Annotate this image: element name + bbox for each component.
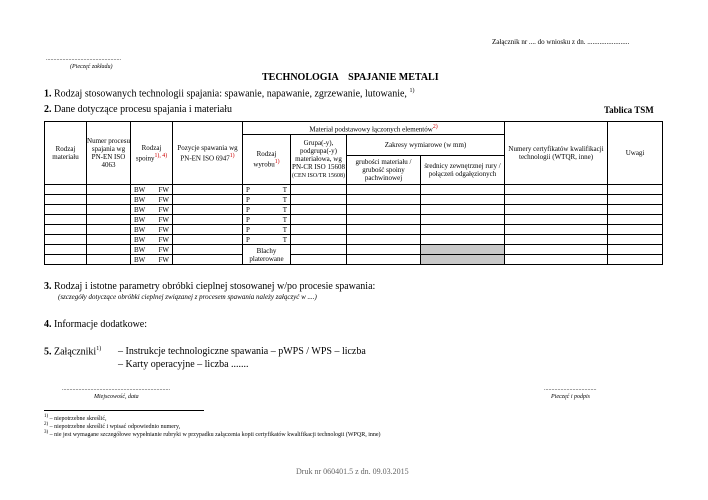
section-3: 3. Rodzaj i istotne parametry obróbki cieplnej stosowanej w/po procesie spawania:	[44, 281, 376, 292]
table-row: BW FW P T	[45, 205, 663, 215]
table-row: BW FW P T	[45, 215, 663, 225]
section-1-sup: 1)	[409, 88, 415, 94]
col-thickness-header: grubości materiału / grubość spoiny pachwinowej	[347, 156, 421, 185]
place-date-label: Miejscowość, data	[94, 394, 139, 400]
stamp-label: (Pieczęć zakładu)	[70, 64, 113, 70]
base-material-group-header: Materiał podstawowy łączonych elementów$^{2)}$	[243, 122, 505, 135]
section-2	[44, 104, 232, 115]
col-group-header: Grupa(-y), podgrupa(-y) materiałowa, wg PN-CR ISO 15608 (CEN ISO/TR 15608)	[291, 135, 347, 185]
footnote-divider	[44, 410, 204, 411]
col-diameter-header: średnicy zewnętrznej rury / połączeń odgałęzionych	[421, 156, 505, 185]
page-title: TECHNOLOGIA SPAJANIE METALI	[262, 72, 439, 83]
footnote-2: $^{2)}$ – niepotrzebne skreślić i wpisać odpowiednio numery,	[44, 422, 181, 430]
table-row: BW FW P T	[45, 185, 663, 195]
col-material-header: Rodzaj materiału	[45, 122, 87, 185]
section-3-note: (szczegóły dotyczące obróbki cieplnej związanej z procesem spawania należy załączyć w ....)	[58, 293, 317, 301]
footnote-3: $^{3)}$ – nie jest wymagane szczegółowe wypełnianie rubryki w przypadku załączenia kopii certyfikatów kwalifikacji technologii (WPQR, inne)	[44, 430, 381, 438]
tsm-table	[44, 121, 663, 265]
table-label: Tablica TSM	[604, 105, 654, 115]
table-row: BW FW P T	[45, 195, 663, 205]
disabled-cell	[421, 255, 505, 265]
table-row: BW FW	[45, 255, 663, 265]
signature-label: Pieczęć i podpis	[551, 394, 590, 400]
ranges-group-header: Zakresy wymiarowe (w mm)	[347, 135, 505, 156]
place-date-dots: ........................................................................	[62, 386, 170, 392]
attachments-line-1: – Instrukcje technologiczne spawania – pWPS / WPS – liczba	[118, 346, 366, 357]
section-5: 5. Załączniki$^{1)}$	[44, 346, 102, 358]
attachment-note: Załącznik nr .... do wniosku z dn. ........................	[492, 38, 630, 46]
stamp-dots: ..................................................	[46, 56, 121, 62]
section-2-number: 2.	[44, 104, 52, 115]
attachments-line-2: – Karty operacyjne – liczba .......	[118, 359, 249, 370]
section-1	[44, 88, 414, 99]
col-joint-header: Rodzaj spoiny$^{1), 4)}$	[131, 122, 173, 185]
section-1-number: 1.	[44, 88, 52, 100]
table-row: BW FW P T	[45, 225, 663, 235]
col-product-header: Rodzaj wyrobu$^{1)}$	[243, 135, 291, 185]
signature-dots: ...................................	[544, 386, 597, 392]
col-process-header: Numer procesu spajania wg PN-EN ISO 4063	[87, 122, 131, 185]
col-notes-header: Uwagi	[608, 122, 663, 185]
col-cert-header: Numery certyfikatów kwalifikacji technologii (WTQR, inne)	[505, 122, 608, 185]
section-4: 4. Informacje dodatkowe:	[44, 319, 148, 330]
disabled-cell	[421, 245, 505, 255]
table-row: BW FW Blachy platerowane	[45, 245, 663, 255]
print-number: Druk nr 060401.5 z dn. 09.03.2015	[296, 467, 409, 476]
table-row: BW FW P T	[45, 235, 663, 245]
product-sheet-cell: Blachy platerowane	[243, 245, 291, 265]
section-1-text: Rodzaj stosowanych technologii spajania: spawanie, napawanie, zgrzewanie, lutowanie,	[54, 88, 407, 100]
col-position-header: Pozycje spawania wg PN-EN ISO 6947$^{1)}$	[173, 122, 243, 185]
section-2-text: Dane dotyczące procesu spajania i materiału	[54, 104, 232, 115]
footnote-1: $^{1)}$ – niepotrzebne skreślić,	[44, 414, 107, 422]
